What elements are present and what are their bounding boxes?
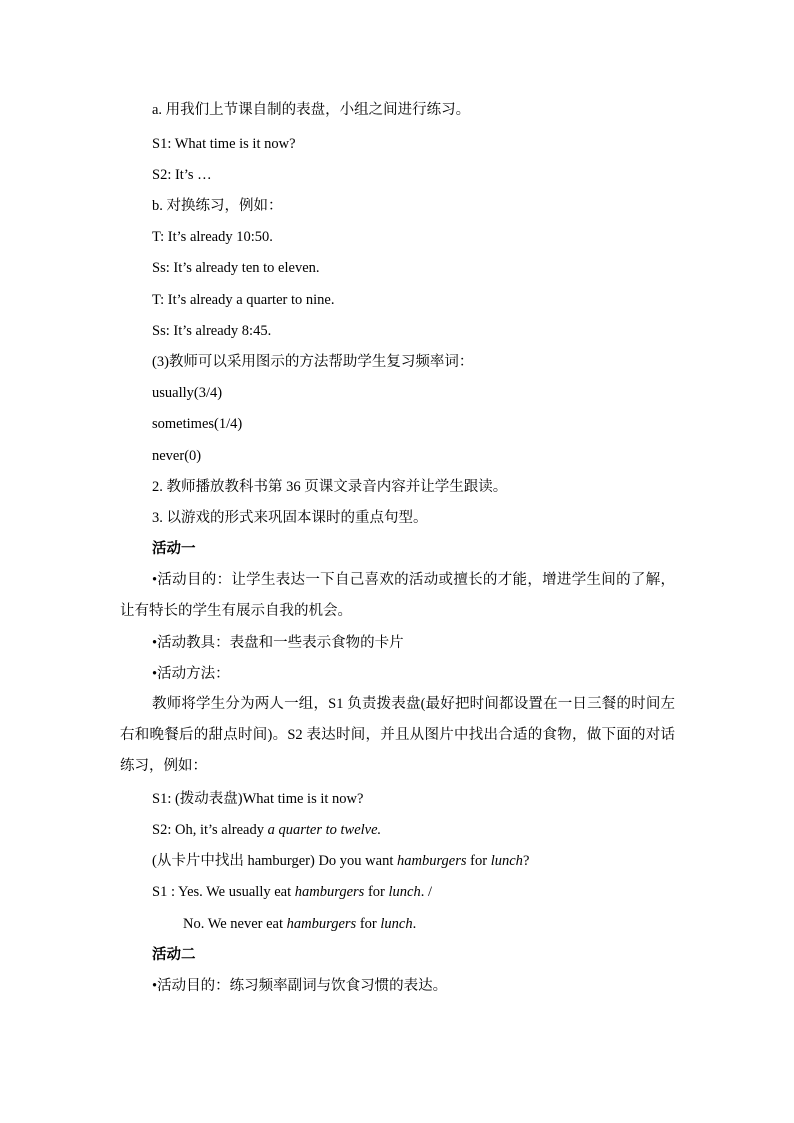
frequency-usually: usually(3/4) bbox=[152, 385, 223, 401]
frequency-intro: (3)教师可以采用图示的方法帮助学生复习频率词： bbox=[152, 354, 474, 370]
dialogue-emphasis: hamburgers bbox=[286, 916, 357, 932]
dialogue-text: S1 : Yes. We usually eat bbox=[152, 884, 295, 900]
activity1-title: 活动一 bbox=[152, 541, 196, 557]
dialogue-line-4 bbox=[152, 882, 432, 902]
activity2-purpose: •活动目的：练习频率副词与饮食习惯的表达。 bbox=[152, 978, 448, 994]
frequency-never: never(0) bbox=[152, 448, 202, 464]
activity2-title: 活动二 bbox=[152, 947, 196, 963]
dialogue-text: for bbox=[356, 916, 381, 932]
dialogue-emphasis: lunch bbox=[380, 916, 413, 932]
dialogue-emphasis: hamburgers bbox=[396, 853, 467, 869]
practice-b: b. 对换练习，例如： bbox=[152, 198, 283, 214]
practice-t2: T: It’s already a quarter to nine. bbox=[152, 292, 335, 308]
dialogue-emphasis: a quarter to twelve. bbox=[267, 822, 382, 838]
practice-ss2: Ss: It’s already 8:45. bbox=[152, 323, 272, 339]
dialogue-emphasis: lunch bbox=[490, 853, 523, 869]
dialogue-text: for bbox=[364, 884, 389, 900]
dialogue-text: No. We never eat bbox=[183, 916, 287, 932]
activity1-tools: •活动教具：表盘和一些表示食物的卡片 bbox=[152, 635, 404, 651]
dialogue-text: . bbox=[412, 916, 417, 932]
dialogue-text: ? bbox=[522, 853, 530, 869]
dialogue-text: for bbox=[466, 853, 491, 869]
dialogue-emphasis: hamburgers bbox=[294, 884, 365, 900]
dialogue-emphasis: lunch bbox=[388, 884, 421, 900]
dialogue-text: (从卡片中找出 hamburger) Do you want bbox=[152, 853, 397, 869]
dialogue-line-1 bbox=[152, 789, 363, 809]
practice-s1: S1: What time is it now? bbox=[152, 136, 296, 152]
step-2: 2. 教师播放教科书第 36 页课文录音内容并让学生跟读。 bbox=[152, 479, 508, 495]
dialogue-line-3 bbox=[152, 851, 529, 871]
activity1-method-detail: 教师将学生分为两人一组，S1 负责拨表盘(最好把时间都设置在一日三餐的时间左右和晚餐后的甜点时间)。S2 表达时间，并且从图片中找出合适的食物，做下面的对话练习，例如： bbox=[120, 696, 675, 774]
dialogue-line-2 bbox=[152, 820, 381, 840]
step-3: 3. 以游戏的形式来巩固本课时的重点句型。 bbox=[152, 510, 428, 526]
activity1-purpose: •活动目的：让学生表达一下自己喜欢的活动或擅长的才能，增进学生间的了解，让有特长的学生有展示自我的机会。 bbox=[120, 572, 675, 619]
practice-ss1: Ss: It’s already ten to eleven. bbox=[152, 260, 320, 276]
activity1-method: •活动方法： bbox=[152, 666, 230, 682]
dialogue-text: . / bbox=[420, 884, 432, 900]
practice-t1: T: It’s already 10:50. bbox=[152, 229, 273, 245]
dialogue-text: S1: (拨动表盘)What time is it now? bbox=[152, 791, 364, 807]
practice-a: a. 用我们上节课自制的表盘，小组之间进行练习。 bbox=[152, 102, 471, 118]
dialogue-line-5 bbox=[183, 914, 416, 934]
practice-s2: S2: It’s … bbox=[152, 167, 212, 183]
dialogue-text: S2: Oh, it’s already bbox=[152, 822, 268, 838]
frequency-sometimes: sometimes(1/4) bbox=[152, 416, 243, 432]
